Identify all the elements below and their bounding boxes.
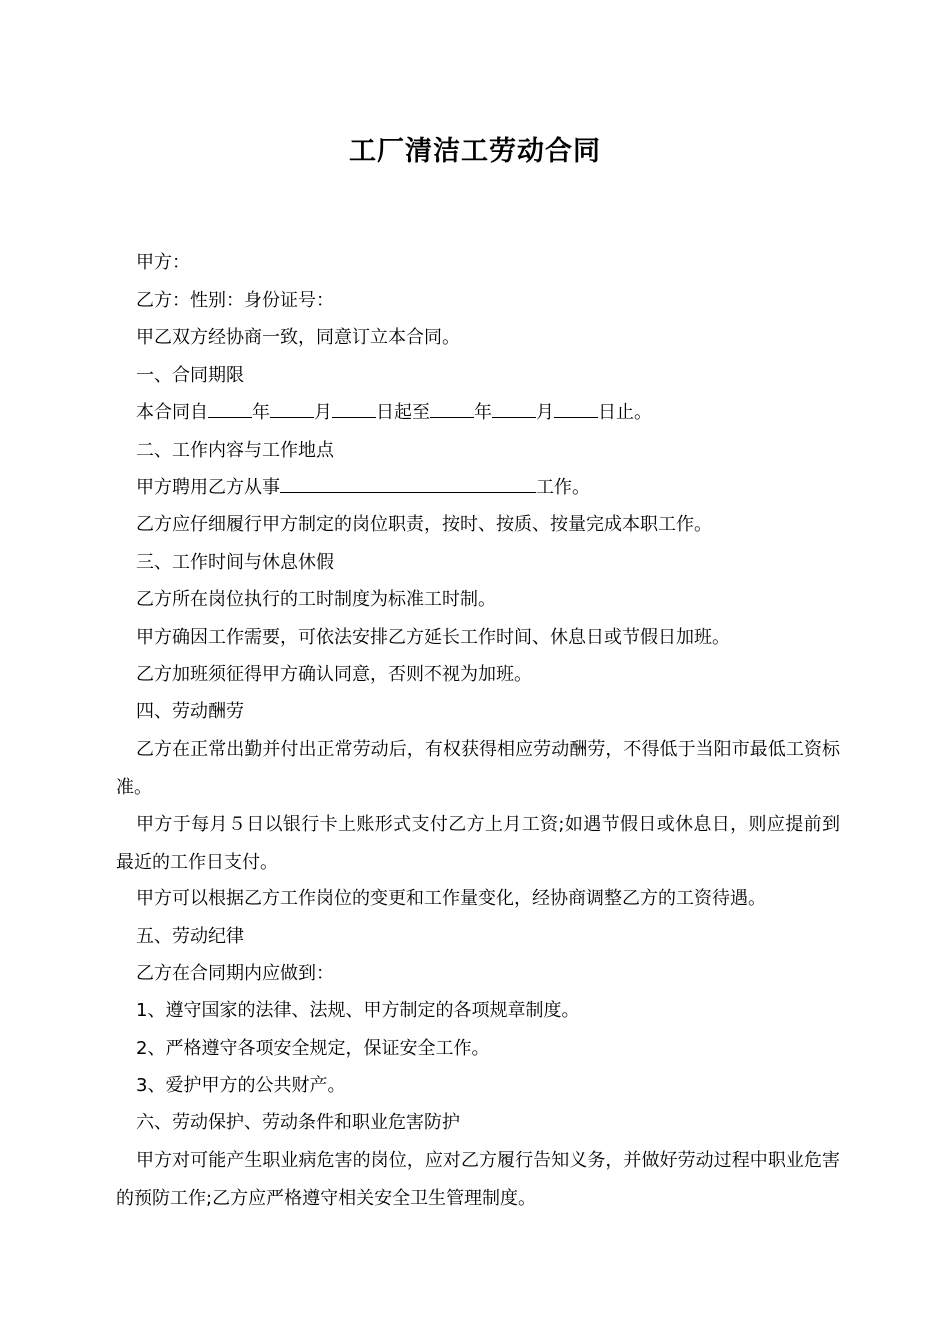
section-1-heading: 一、合同期限	[136, 365, 244, 386]
end-day-blank	[554, 399, 598, 418]
contract-term-line	[116, 394, 840, 432]
term-prefix: 本合同自	[136, 402, 208, 423]
end-month-blank	[492, 399, 536, 418]
section-5-heading: 五、劳动纪律	[136, 926, 244, 947]
wage-paragraph: 乙方在正常出勤并付出正常劳动后，有权获得相应劳动酬劳，不得低于当阳市最低工资标准。	[116, 739, 840, 798]
party-a-line: 甲方：	[136, 252, 190, 273]
overtime-paragraph: 甲方确因工作需要，可依法安排乙方延长工作时间、休息日或节假日加班。	[136, 627, 730, 648]
term-day-to: 日止。	[598, 402, 652, 423]
job-blank	[280, 474, 536, 493]
overtime-approval-paragraph: 乙方加班须征得甲方确认同意，否则不视为加班。	[136, 664, 532, 685]
work-hours-paragraph: 乙方所在岗位执行的工时制度为标准工时制。	[136, 589, 496, 610]
discipline-intro: 乙方在合同期内应做到：	[136, 963, 334, 984]
section-3-heading: 三、工作时间与休息休假	[136, 552, 334, 573]
term-year-1: 年	[252, 402, 270, 423]
party-b-line: 乙方：性别：身份证号：	[136, 290, 334, 311]
discipline-item-2: 2、严格遵守各项安全规定，保证安全工作。	[136, 1038, 490, 1059]
employment-line	[116, 469, 840, 507]
section-6-heading: 六、劳动保护、劳动条件和职业危害防护	[136, 1112, 460, 1133]
agreement-statement: 甲乙双方经协商一致，同意订立本合同。	[136, 327, 460, 348]
start-day-blank	[332, 399, 376, 418]
document-title: 工厂清洁工劳动合同	[349, 136, 601, 167]
section-2-heading: 二、工作内容与工作地点	[136, 440, 334, 461]
protection-paragraph: 甲方对可能产生职业病危害的岗位，应对乙方履行告知义务，并做好劳动过程中职业危害的预防工作;乙方应严格遵守相关安全卫生管理制度。	[116, 1150, 840, 1209]
term-month-2: 月	[536, 402, 554, 423]
term-day-from: 日起至	[376, 402, 430, 423]
start-year-blank	[208, 399, 252, 418]
discipline-item-1: 1、遵守国家的法律、法规、甲方制定的各项规章制度。	[136, 1000, 580, 1021]
term-year-2: 年	[474, 402, 492, 423]
employ-suffix: 工作。	[536, 477, 590, 498]
duty-paragraph: 乙方应仔细履行甲方制定的岗位职责，按时、按质、按量完成本职工作。	[136, 514, 712, 535]
section-4-heading: 四、劳动酬劳	[136, 701, 244, 722]
term-month-1: 月	[314, 402, 332, 423]
discipline-item-3: 3、爱护甲方的公共财产。	[136, 1075, 346, 1096]
start-month-blank	[270, 399, 314, 418]
employ-prefix: 甲方聘用乙方从事	[136, 477, 280, 498]
payment-paragraph: 甲方于每月５日以银行卡上账形式支付乙方上月工资;如遇节假日或休息日，则应提前到最近的工作日支付。	[116, 814, 840, 873]
wage-adjust-paragraph: 甲方可以根据乙方工作岗位的变更和工作量变化，经协商调整乙方的工资待遇。	[136, 888, 766, 909]
end-year-blank	[430, 399, 474, 418]
